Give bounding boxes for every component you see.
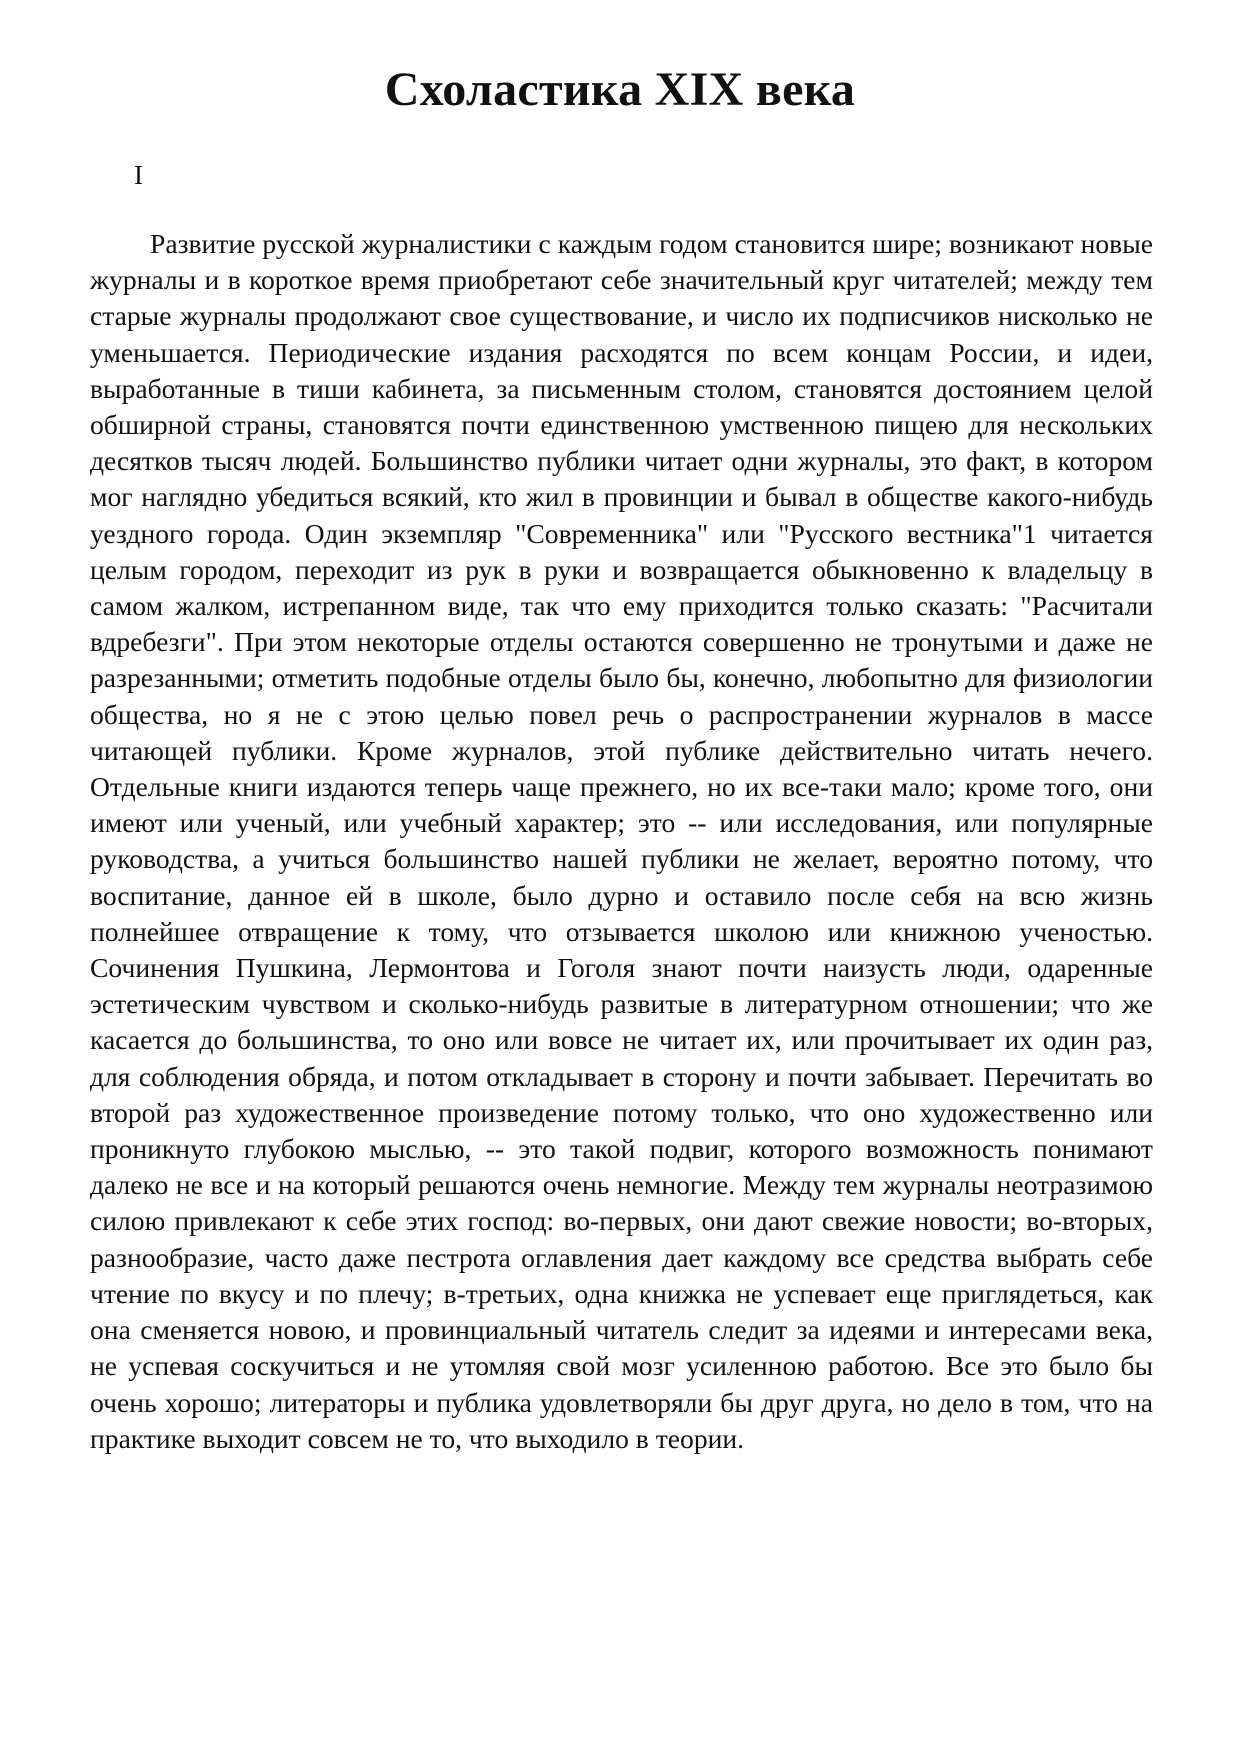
body-paragraph: Развитие русской журналистики с каждым годом становится шире; возникают новые журналы и в короткое время приобретают себе значительный круг читателей; между тем старые журналы продолжают свое существование, и число их подписчиков нисколько не уменьшается. Периодические издания расходятся по всем концам России, и идеи, выработанные в тиши кабинета, за письменным столом, становятся достоянием целой обширной страны, становятся почти единственною умственною пищею для нескольких десятков тысяч людей. Большинство публики читает одни журналы, это факт, в котором мог наглядно убедиться всякий, кто жил в провинции и бывал в обществе какого-нибудь уездного города. Один экземпляр "Современника" или "Русского вестника"1 читается целым городом, переходит из рук в руки и возвращается обыкновенно к владельцу в самом жалком, истрепанном виде, так что ему приходится только сказать: "Расчитали вдребезги". При этом некоторые отделы остаются совершенно не тронутыми и даже не разрезанными; отметить подобные отделы было бы, конечно, любопытно для физиологии общества, но я не с этою целью повел речь о распространении журналов в массе читающей публики. Кроме журналов, этой публике действительно читать нечего. Отдельные книги издаются теперь чаще прежнего, но их все-таки мало; кроме того, они имеют или ученый, или учебный характер; это -- или исследования, или популярные руководства, а учиться большинство нашей публики не желает, вероятно потому, что воспитание, данное ей в школе, было дурно и оставило после себя на всю жизнь полнейшее отвращение к тому, что отзывается школою или книжною ученостью. Сочинения Пушкина, Лермонтова и Гоголя знают почти наизусть люди, одаренные эстетическим чувством и сколько-нибудь развитые в литературном отношении; что же касается до большинства, то оно или вовсе не читает их, или прочитывает их один раз, для соблюдения обряда, и потом откладывает в сторону и почти забывает. Перечитать во второй раз художественное произведение потому только, что оно художественно или проникнуто глубокою мыслью, -- это такой подвиг, которого возможность понимают далеко не все и на который решаются очень немногие. Между тем журналы неотразимою силою привлекают к себе этих господ: во-первых, они дают свежие новости; во-вторых, разнообразие, часто даже пестрота оглавления дает каждому все средства выбрать себе чтение по вкусу и по плечу; в-третьих, одна книжка не успевает еще приглядеться, как она сменяется новою, и провинциальный читатель следит за идеями и интересами века, не успевая соскучиться и не утомляя свой мозг усиленною работою. Все это было бы очень хорошо; литераторы и публика удовлетворяли бы друг друга, но дело в том, что на практике выходит совсем не то, что выходило в теории.: [90, 228, 1153, 1454]
section-number: I: [134, 160, 143, 190]
page-title: Схоластика XIX века: [384, 63, 856, 116]
